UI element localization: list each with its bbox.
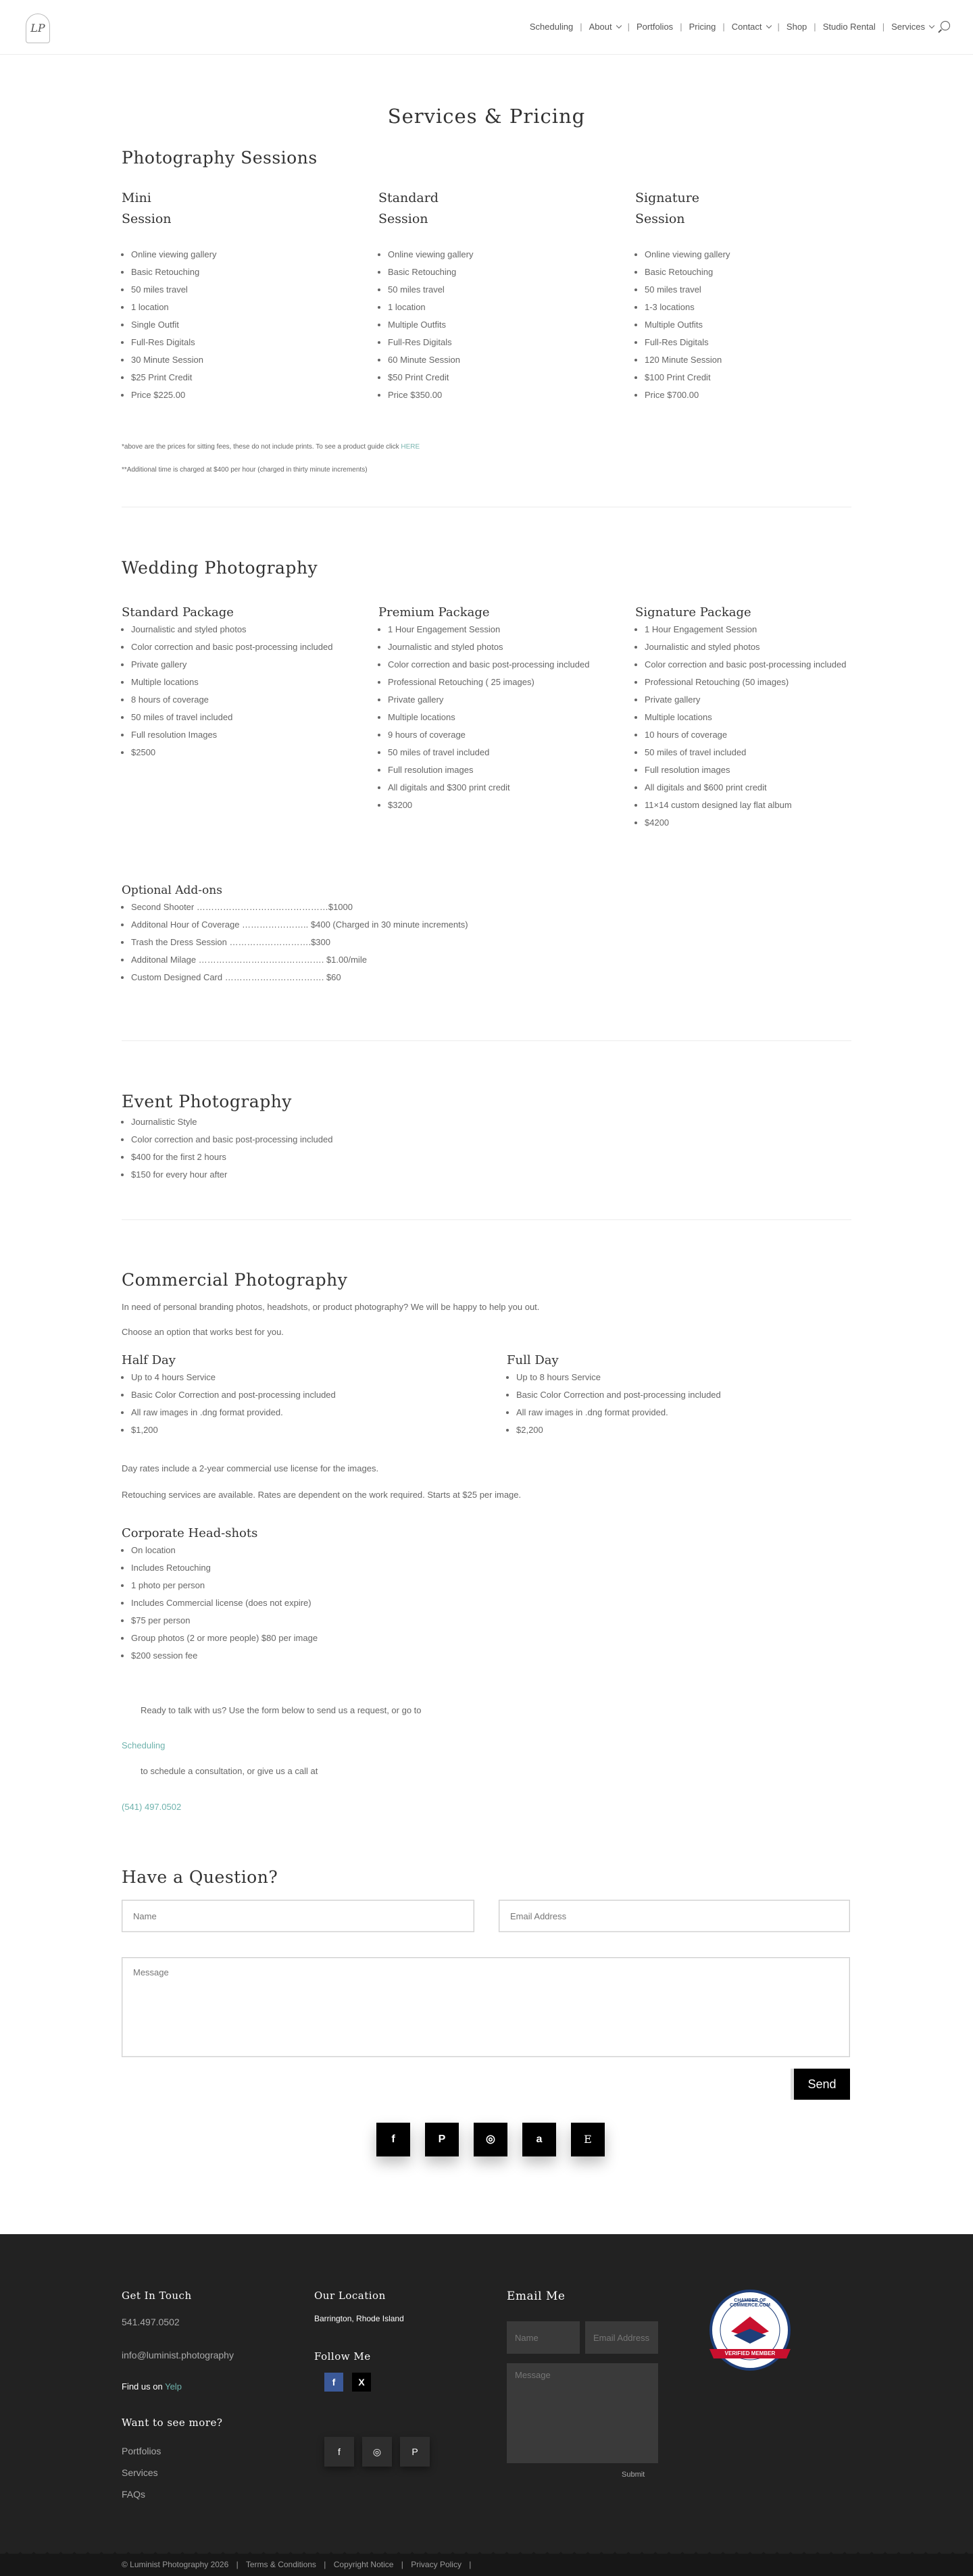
- option-name: Half Day: [122, 1353, 176, 1367]
- list-item: • Basic Retouching: [388, 263, 601, 281]
- session-name-line: Mini: [122, 191, 151, 205]
- list-item: • 50 miles travel: [131, 281, 345, 299]
- name-input[interactable]: [122, 1900, 474, 1932]
- nav-shop[interactable]: [787, 22, 807, 32]
- nav-services[interactable]: [891, 22, 934, 32]
- nav-label: Services: [891, 22, 925, 32]
- option-features: [122, 1369, 459, 1439]
- cta-text: to schedule a consultation, or give us a call at: [141, 1766, 318, 1776]
- nav-contact[interactable]: [732, 22, 771, 32]
- list-item: • 1 Hour Engagement Session: [645, 621, 858, 638]
- session-standard: [378, 188, 601, 404]
- package-features: [378, 621, 601, 814]
- list-item: • Full-Res Digitals: [131, 334, 345, 351]
- package-premium: [378, 605, 601, 814]
- list-item: • $150 for every hour after: [131, 1166, 595, 1184]
- nav-divider: |: [882, 22, 885, 32]
- package-features: [635, 621, 858, 832]
- list-item: • Full resolution images: [388, 761, 601, 779]
- list-item: • Full-Res Digitals: [645, 334, 858, 351]
- list-item: • Full-Res Digitals: [388, 334, 601, 351]
- nav-divider: |: [777, 22, 780, 32]
- bottom-divider: |: [324, 2560, 326, 2569]
- list-item: • Full resolution images: [645, 761, 858, 779]
- day-rates-note: Day rates include a 2-year commercial use license for the images.: [122, 1463, 379, 1473]
- list-item: • $50 Print Credit: [388, 369, 601, 386]
- list-item: • Basic Retouching: [131, 263, 345, 281]
- headshots-title: Corporate Head-shots: [122, 1526, 258, 1540]
- email-input[interactable]: [499, 1900, 850, 1932]
- nav-divider: |: [722, 22, 725, 32]
- product-guide-link[interactable]: HERE: [401, 443, 420, 451]
- list-item: • $2500: [131, 744, 345, 761]
- package-name: Standard Package: [122, 605, 234, 620]
- footer-link-services[interactable]: Services: [122, 2467, 158, 2478]
- list-item: • Journalistic Style: [131, 1113, 595, 1131]
- list-item: • Price $700.00: [645, 386, 858, 404]
- list-item: • Multiple locations: [388, 709, 601, 726]
- instagram-icon[interactable]: ◎: [362, 2437, 392, 2467]
- list-item: • Price $350.00: [388, 386, 601, 404]
- pricing-note: [122, 442, 420, 453]
- nav-label: Studio Rental: [822, 22, 876, 32]
- footer-email[interactable]: info@luminist.photography: [122, 2350, 234, 2360]
- footer-submit-button[interactable]: Submit: [622, 2471, 645, 2479]
- page-title: Services & Pricing: [387, 105, 586, 128]
- list-item: • Private gallery: [131, 656, 345, 674]
- footer-link-portfolios[interactable]: Portfolios: [122, 2446, 161, 2456]
- bottom-bar: [0, 2554, 973, 2576]
- site-header: [0, 0, 973, 55]
- nav-studio-rental[interactable]: [823, 22, 876, 32]
- package-signature: [635, 605, 858, 832]
- addons-title: Optional Add-ons: [122, 884, 222, 897]
- list-item: • 60 Minute Session: [388, 351, 601, 369]
- event-list: [122, 1113, 595, 1184]
- phone-link[interactable]: (541) 497.0502: [122, 1802, 182, 1812]
- badge-top-text: CHAMBER OF COMMERCE.COM: [730, 2298, 770, 2308]
- pinterest-icon[interactable]: P: [425, 2123, 459, 2156]
- list-item: • Up to 4 hours Service: [131, 1369, 459, 1386]
- copyright-notice-link[interactable]: Copyright Notice: [333, 2560, 394, 2569]
- list-item: • Price $225.00: [131, 386, 345, 404]
- privacy-policy-link[interactable]: Privacy Policy: [411, 2560, 461, 2569]
- half-day-option: [122, 1353, 459, 1439]
- facebook-icon[interactable]: f: [324, 2437, 354, 2467]
- copyright: © Luminist Photography 2026: [122, 2560, 229, 2569]
- list-item: • Online viewing gallery: [131, 246, 345, 263]
- commercial-choose: Choose an option that works best for you.: [122, 1327, 284, 1337]
- chevron-down-icon: [929, 22, 934, 28]
- package-name: Signature Package: [635, 605, 751, 620]
- list-item: • 1 location: [388, 299, 601, 316]
- commercial-intro: In need of personal branding photos, headshots, or product photography? We will be happy to help you out.: [122, 1302, 540, 1312]
- list-item: • 30 Minute Session: [131, 351, 345, 369]
- terms-link[interactable]: Terms & Conditions: [245, 2560, 316, 2569]
- section-title-event: Event Photography: [122, 1092, 292, 1111]
- session-name-line: Session: [635, 211, 685, 226]
- session-name: [635, 188, 858, 230]
- package-features: [122, 621, 345, 761]
- list-item: • $400 for the first 2 hours: [131, 1148, 595, 1166]
- list-item: • 11×14 custom designed lay flat album: [645, 797, 858, 814]
- list-item: • Multiple locations: [645, 709, 858, 726]
- list-item: • Professional Retouching ( 25 images): [388, 674, 601, 691]
- list-item: • Online viewing gallery: [645, 246, 858, 263]
- site-logo[interactable]: LP: [26, 14, 50, 43]
- package-name: Premium Package: [378, 605, 490, 620]
- list-item: • Additonal Hour of Coverage ………………….. $400 (Charged in 30 minute increments): [131, 916, 595, 934]
- section-divider: [122, 1040, 851, 1041]
- list-item: • All digitals and $300 print credit: [388, 779, 601, 797]
- addons-block: [122, 882, 595, 986]
- list-item: • $200 session fee: [131, 1647, 527, 1665]
- nav-pricing[interactable]: [689, 22, 716, 32]
- scheduling-link[interactable]: Scheduling: [122, 1740, 166, 1750]
- x-twitter-icon[interactable]: X: [352, 2373, 371, 2392]
- list-item: • Group photos (2 or more people) $80 per image: [131, 1630, 527, 1647]
- site-footer: [0, 2234, 973, 2576]
- footer-title-email-me: Email Me: [507, 2290, 566, 2303]
- list-item: • Single Outfit: [131, 316, 345, 334]
- list-item: • All raw images in .dng format provided.: [131, 1404, 459, 1421]
- session-features: [378, 246, 601, 404]
- list-item: • $100 Print Credit: [645, 369, 858, 386]
- list-item: • 120 Minute Session: [645, 351, 858, 369]
- session-name-line: Standard: [378, 191, 439, 205]
- bottom-divider: |: [401, 2560, 403, 2569]
- list-item: • 1-3 locations: [645, 299, 858, 316]
- list-item: • $3200: [388, 797, 601, 814]
- list-item: • 9 hours of coverage: [388, 726, 601, 744]
- nav-label: Contact: [731, 22, 762, 32]
- list-item: • $75 per person: [131, 1612, 527, 1630]
- list-item: • Journalistic and styled photos: [645, 638, 858, 656]
- footer-title-follow: Follow Me: [314, 2350, 371, 2363]
- list-item: • $25 Print Credit: [131, 369, 345, 386]
- list-item: • 50 miles travel: [645, 281, 858, 299]
- etsy-icon[interactable]: E: [571, 2123, 605, 2156]
- nav-scheduling[interactable]: [530, 22, 573, 32]
- package-standard: [122, 605, 345, 761]
- list-item: • Online viewing gallery: [388, 246, 601, 263]
- list-item: • 10 hours of coverage: [645, 726, 858, 744]
- session-signature: [635, 188, 858, 404]
- message-textarea[interactable]: [122, 1957, 850, 2057]
- footer-phone[interactable]: 541.497.0502: [122, 2317, 180, 2327]
- chevron-down-icon: [766, 22, 771, 28]
- footer-message-textarea[interactable]: [507, 2363, 658, 2463]
- list-item: • 50 miles of travel included: [131, 709, 345, 726]
- footer-title-want-more: Want to see more?: [122, 2417, 223, 2429]
- headshots-block: [122, 1525, 527, 1665]
- list-item: • Multiple Outfits: [388, 316, 601, 334]
- list-item: • Custom Designed Card ……………………………. $60: [131, 969, 595, 986]
- section-title-wedding: Wedding Photography: [122, 558, 318, 578]
- list-item: • Includes Commercial license (does not expire): [131, 1594, 527, 1612]
- footer-location: Barrington, Rhode Island: [314, 2314, 404, 2323]
- session-mini: [122, 188, 345, 404]
- footer-title-location: Our Location: [314, 2290, 386, 2302]
- list-item: • Professional Retouching (50 images): [645, 674, 858, 691]
- nav-divider: |: [627, 22, 630, 32]
- nav-divider: |: [580, 22, 582, 32]
- headshots-list: [122, 1542, 527, 1665]
- session-name: [378, 188, 601, 230]
- nav-label: Scheduling: [529, 22, 574, 32]
- nav-label: Portfolios: [636, 22, 674, 32]
- list-item: • 50 miles of travel included: [388, 744, 601, 761]
- list-item: • Basic Color Correction and post-processing included: [131, 1386, 459, 1404]
- list-item: • Additonal Milage ……………………………………. $1.00/mile: [131, 951, 595, 969]
- find-us: [122, 2381, 182, 2392]
- contact-form-title: Have a Question?: [122, 1867, 278, 1887]
- event-section: [122, 1090, 595, 1184]
- addons-list: [122, 899, 595, 986]
- list-item: • Up to 8 hours Service: [516, 1369, 845, 1386]
- list-item: • Journalistic and styled photos: [131, 621, 345, 638]
- session-features: [122, 246, 345, 404]
- nav-label: Shop: [786, 22, 807, 32]
- session-name: [122, 188, 345, 230]
- footer-link-faqs[interactable]: FAQs: [122, 2489, 146, 2500]
- nav-divider: |: [680, 22, 682, 32]
- chevron-down-icon: [616, 22, 621, 28]
- section-divider: [122, 1219, 851, 1220]
- list-item: • 50 miles of travel included: [645, 744, 858, 761]
- nav-portfolios[interactable]: [637, 22, 673, 32]
- search-icon[interactable]: [941, 21, 950, 30]
- chamber-of-commerce-badge[interactable]: [703, 2290, 797, 2377]
- list-item: • Trash the Dress Session ……………………….$300: [131, 934, 595, 951]
- section-title-commercial: Commercial Photography: [122, 1270, 348, 1290]
- facebook-icon[interactable]: f: [376, 2123, 410, 2156]
- nav-label: About: [589, 22, 612, 32]
- list-item: • Private gallery: [388, 691, 601, 709]
- nav-label: Pricing: [689, 22, 716, 32]
- badge-bottom-text: VERIFIED MEMBER: [724, 2350, 776, 2356]
- list-item: • Second Shooter ………………………………………$1000: [131, 899, 595, 916]
- list-item: • Multiple Outfits: [645, 316, 858, 334]
- list-item: • On location: [131, 1542, 527, 1559]
- nav-divider: |: [814, 22, 816, 32]
- footer-name-input[interactable]: [507, 2321, 580, 2354]
- footer-email-input[interactable]: [585, 2321, 658, 2354]
- option-features: [507, 1369, 845, 1439]
- list-item: • Multiple locations: [131, 674, 345, 691]
- list-item: • All raw images in .dng format provided.: [516, 1404, 845, 1421]
- list-item: • 1 Hour Engagement Session: [388, 621, 601, 638]
- list-item: • Color correction and basic post-processing included: [645, 656, 858, 674]
- list-item: • 50 miles travel: [388, 281, 601, 299]
- full-day-option: [507, 1353, 845, 1439]
- pinterest-icon[interactable]: P: [400, 2437, 430, 2467]
- session-features: [635, 246, 858, 404]
- list-item: • Basic Retouching: [645, 263, 858, 281]
- find-us-text: Find us on: [122, 2381, 163, 2392]
- retouching-note: Retouching services are available. Rates are dependent on the work required. Starts at $25 per image.: [122, 1490, 522, 1500]
- bottom-divider: |: [469, 2560, 472, 2569]
- footer-title-get-in-touch: Get In Touch: [122, 2290, 192, 2302]
- list-item: • 1 photo per person: [131, 1577, 527, 1594]
- instagram-icon[interactable]: ◎: [474, 2123, 507, 2156]
- nav-about[interactable]: [589, 22, 621, 32]
- yelp-link[interactable]: Yelp: [165, 2381, 182, 2392]
- list-item: • All digitals and $600 print credit: [645, 779, 858, 797]
- session-name-line: Signature: [635, 191, 700, 205]
- list-item: • Full resolution Images: [131, 726, 345, 744]
- list-item: • Color correction and basic post-processing included: [131, 1131, 595, 1148]
- section-title-photography: Photography Sessions: [122, 148, 318, 168]
- send-button[interactable]: Send: [791, 2069, 850, 2100]
- list-item: • 1 location: [131, 299, 345, 316]
- list-item: • $4200: [645, 814, 858, 832]
- facebook-icon[interactable]: f: [324, 2373, 343, 2392]
- note-text: *above are the prices for sitting fees, these do not include prints. To see a product guide click: [122, 443, 399, 451]
- list-item: • $1,200: [131, 1421, 459, 1439]
- option-name: Full Day: [507, 1353, 559, 1367]
- list-item: • 8 hours of coverage: [131, 691, 345, 709]
- main-nav: [530, 22, 934, 32]
- bottom-divider: |: [236, 2560, 239, 2569]
- list-item: • $2,200: [516, 1421, 845, 1439]
- list-item: • Basic Color Correction and post-processing included: [516, 1386, 845, 1404]
- amazon-icon[interactable]: a: [522, 2123, 556, 2156]
- list-item: • Journalistic and styled photos: [388, 638, 601, 656]
- session-name-line: Session: [122, 211, 172, 226]
- list-item: • Includes Retouching: [131, 1559, 527, 1577]
- bottom-bar-text: [122, 2554, 476, 2576]
- list-item: • Color correction and basic post-processing included: [388, 656, 601, 674]
- list-item: • Color correction and basic post-processing included: [131, 638, 345, 656]
- session-name-line: Session: [378, 211, 428, 226]
- additional-time-note: **Additional time is charged at $400 per hour (charged in thirty minute increments): [122, 466, 368, 474]
- cta-text: Ready to talk with us? Use the form below to send us a request, or go to: [141, 1705, 422, 1715]
- list-item: • Private gallery: [645, 691, 858, 709]
